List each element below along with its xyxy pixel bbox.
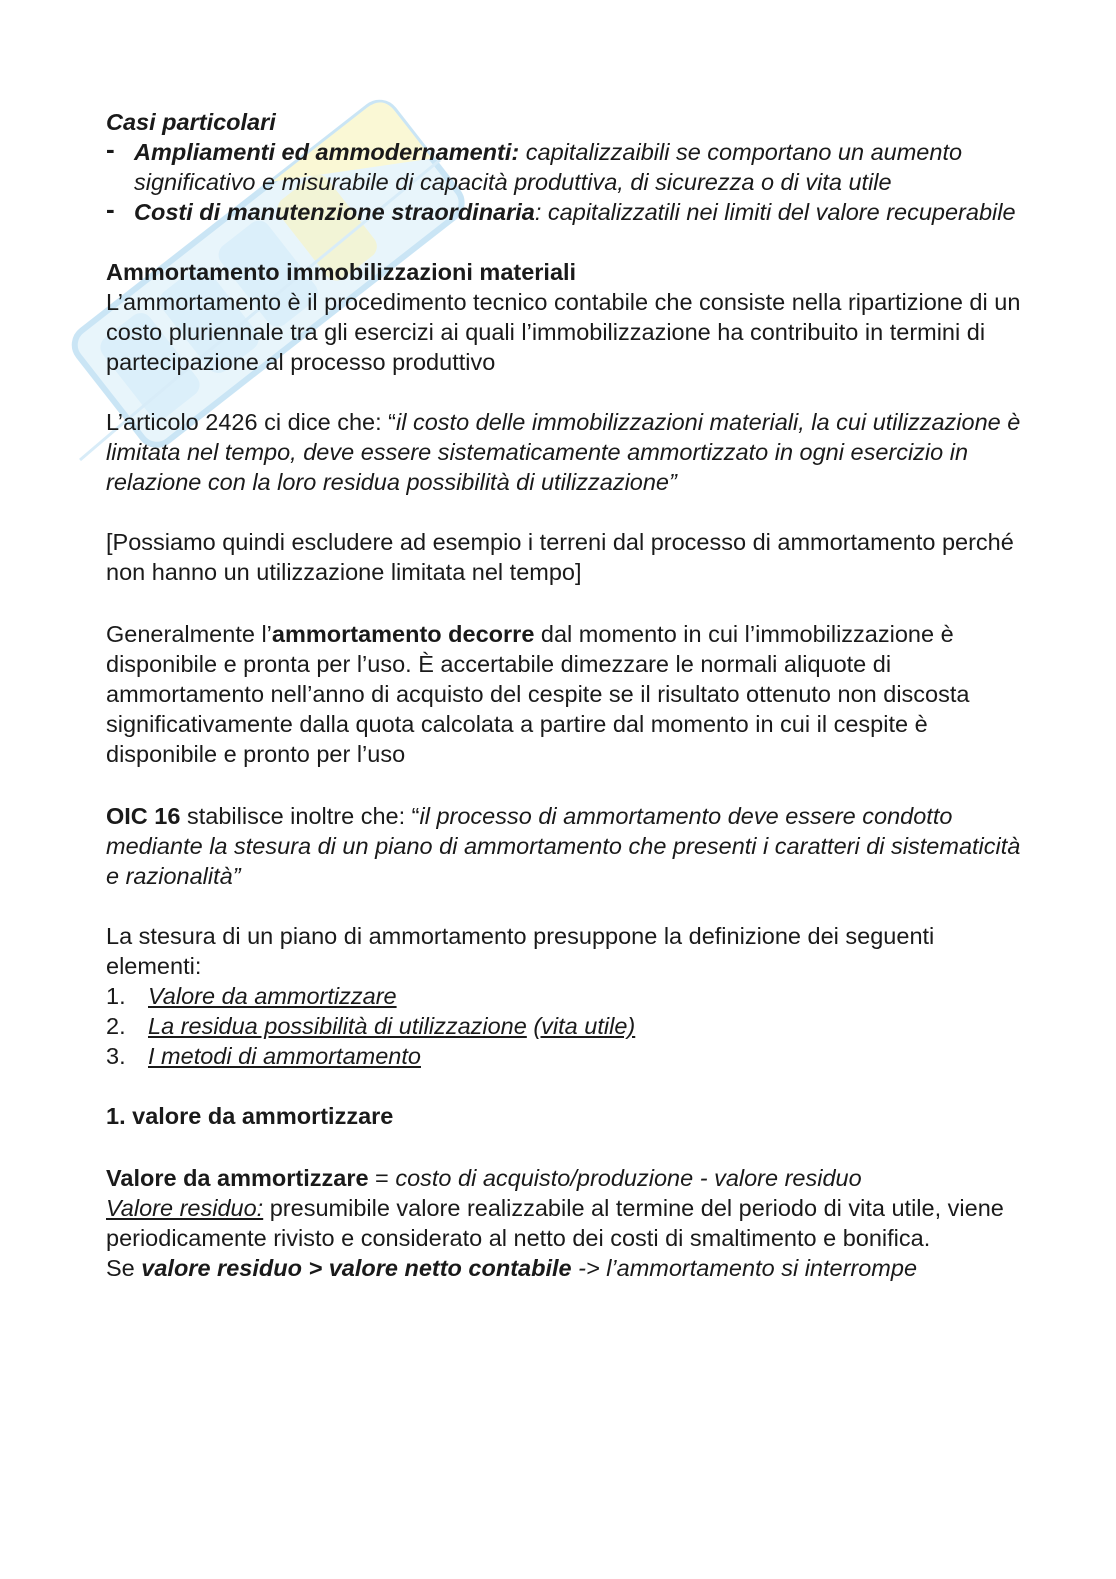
- dash-bullet-icon: -: [106, 134, 115, 164]
- oic-label: OIC 16: [106, 803, 181, 829]
- piano-intro: La stesura di un piano di ammortamento presuppone la definizione dei seguenti elementi:: [106, 923, 935, 979]
- casi-particolari-heading: Casi particolari: [106, 109, 276, 135]
- articolo-intro: L’articolo 2426 ci dice che: “: [106, 409, 396, 435]
- articolo-2426-paragraph: [106, 407, 1021, 497]
- formula-eq: =: [368, 1165, 396, 1191]
- residuo-text: presumibile valore realizzabile al termine del periodo di vita utile, viene periodicamente rivisto e considerato al netto dei costi di smaltimento e bonifica.: [106, 1195, 1004, 1251]
- decorrenza-paragraph: [106, 619, 1021, 769]
- ammortamento-definition: L’ammortamento è il procedimento tecnico contabile che consiste nella ripartizione di un costo pluriennale tra gli esercizi ai quali l’immobilizzazione ha contribuito in termini di partecipazione al processo produttivo: [106, 289, 1021, 375]
- terreni-note: [Possiamo quindi escludere ad esempio i terreni dal processo di ammortamento perché non hanno un utilizzazione limitata nel tempo]: [106, 529, 1014, 585]
- valore-residuo-paragraph: [106, 1193, 1021, 1253]
- oic16-paragraph: [106, 801, 1021, 891]
- list-item: [106, 1011, 1021, 1041]
- valore-formula: [106, 1163, 1021, 1193]
- se-condition: valore residuo > valore netto contabile: [141, 1255, 572, 1281]
- list-item: [106, 194, 1021, 227]
- list-item: [106, 134, 1021, 197]
- decorre-bold: ammortamento decorre: [271, 621, 535, 647]
- formula-lhs: Valore da ammortizzare: [106, 1165, 369, 1191]
- decorre-pre: Generalmente l’: [106, 621, 272, 647]
- document-body: [106, 107, 1021, 1283]
- casi-text-ampliamenti: capitalizzaibili se comportano un aumento significativo e misurabile di capacità produttiva, di sicurezza o di vita utile: [134, 139, 963, 195]
- residuo-label: Valore residuo:: [106, 1195, 264, 1221]
- casi-text-manutenzione: : capitalizzatili nei limiti del valore recuperabile: [534, 199, 1016, 225]
- valore-heading: 1. valore da ammortizzare: [106, 1103, 394, 1129]
- list-item: [106, 981, 1021, 1011]
- oic-intro: stabilisce inoltre che: “: [180, 803, 420, 829]
- list-number: 1.: [106, 983, 126, 1009]
- element-label: La residua possibilità di utilizzazione: [148, 1013, 527, 1039]
- list-item: [106, 1041, 1021, 1071]
- list-number: 3.: [106, 1043, 126, 1069]
- interruzione-paragraph: [106, 1253, 1021, 1283]
- dash-bullet-icon: -: [106, 194, 115, 224]
- oic-quote: il processo di ammortamento deve essere condotto mediante la stesura di un piano di ammortamento che presenti i caratteri di sistematicità e razionalità”: [106, 803, 1021, 889]
- casi-term-ampliamenti: Ampliamenti ed ammodernamenti:: [134, 139, 520, 165]
- element-extra: (vita utile): [533, 1013, 636, 1039]
- casi-term-manutenzione: Costi di manutenzione straordinaria: [134, 199, 535, 225]
- element-label: Valore da ammortizzare: [148, 983, 397, 1009]
- list-number: 2.: [106, 1013, 126, 1039]
- decorre-post: dal momento in cui l’immobilizzazione è disponibile e pronta per l’uso. È accertabile dimezzare le normali aliquote di ammortamento nell’anno di acquisto del cespite se il risultato ottenuto non discosta significativamente dalla quota calcolata a partire dal momento in cui il cespite è disponibile e pronto per l’uso: [106, 621, 970, 767]
- ammortamento-heading: Ammortamento immobilizzazioni materiali: [106, 259, 577, 285]
- element-label: I metodi di ammortamento: [148, 1043, 421, 1069]
- formula-rhs: costo di acquisto/produzione - valore residuo: [395, 1165, 862, 1191]
- piano-elements-list: [106, 981, 1021, 1071]
- se-pre: Se: [106, 1255, 142, 1281]
- casi-list: [106, 134, 1021, 227]
- se-post: -> l’ammortamento si interrompe: [571, 1255, 918, 1281]
- articolo-quote: il costo delle immobilizzazioni materiali, la cui utilizzazione è limitata nel tempo, deve essere sistematicamente ammortizzato in ogni esercizio in relazione con la loro residua possibilità di utilizzazione”: [106, 409, 1021, 495]
